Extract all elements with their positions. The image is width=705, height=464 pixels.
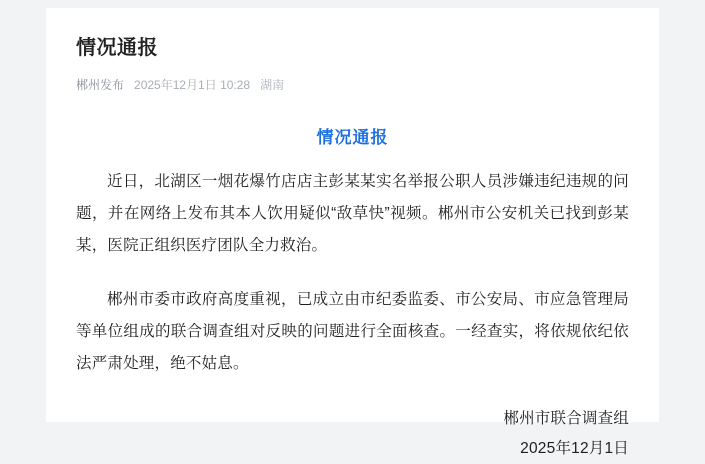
meta-location: 湖南 (260, 78, 285, 92)
article-paragraph: 近日，北湖区一烟花爆竹店店主彭某某实名举报公职人员涉嫌违纪违规的问题，并在网络上发布其本人饮用疑似“敌草快”视频。郴州市公安机关已找到彭某某，医院正组织医疗团队全力救治。 (76, 173, 629, 254)
signature-date: 2025年12月1日 (520, 440, 629, 457)
page-title: 情况通报 (76, 37, 158, 59)
signature-organization: 郴州市联合调查组 (503, 410, 629, 427)
article-paragraph: 郴州市委市政府高度重视，已成立由市纪委监委、市公安局、市应急管理局等单位组成的联合调查组对反映的问题进行全面核查。一经查实，将依规依纪依法严肃处理，绝不姑息。 (76, 291, 629, 372)
article-meta (76, 76, 629, 93)
meta-datetime: 2025年12月1日 10:28 (134, 78, 251, 92)
meta-source[interactable]: 郴州发布 (76, 78, 125, 92)
article-card (46, 8, 659, 457)
document-heading: 情况通报 (316, 128, 389, 147)
signature-block (76, 404, 629, 464)
